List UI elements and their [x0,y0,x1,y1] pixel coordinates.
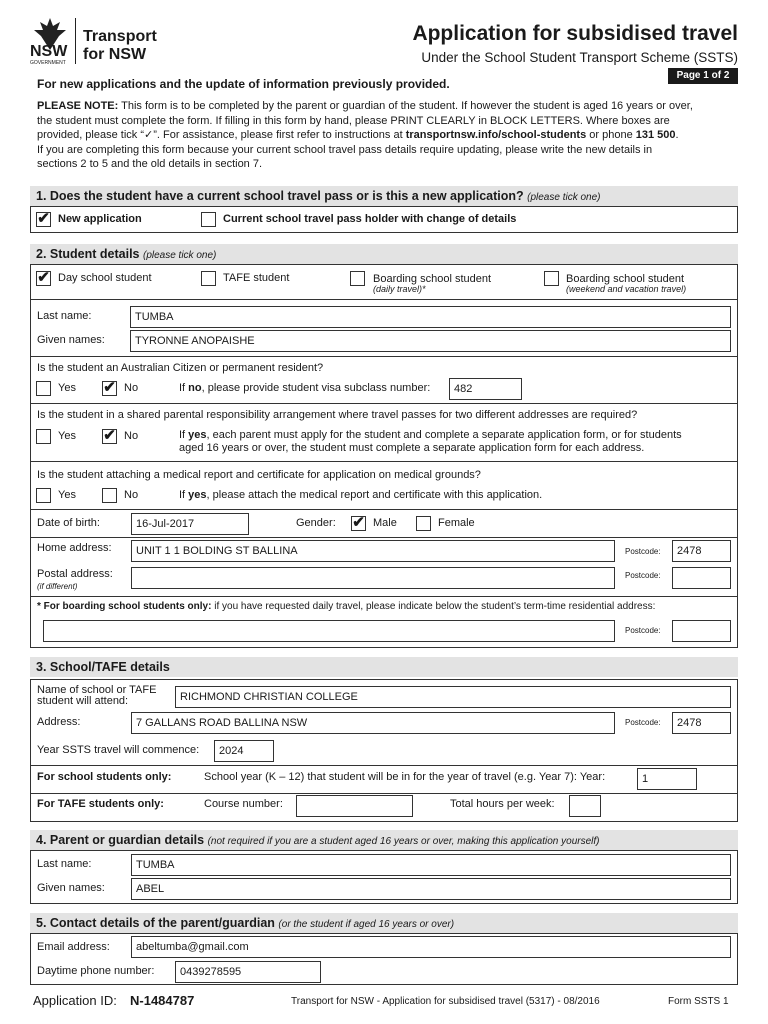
shared-no-checkbox[interactable]: ✔ [103,427,116,444]
citizen-yes-label: Yes [58,382,76,394]
postal-address-field[interactable] [131,567,615,589]
form-title: Transport for NSW - Application for subsidised travel (5317) - 08/2016 [291,996,600,1007]
home-postcode-label: Postcode: [625,547,661,556]
school-year-prompt: School year (K – 12) that student will be in for the year of travel (e.g. Year 7): Year: [204,771,606,783]
tafe-label: TAFE student [223,272,290,284]
school-name-label: Name of school or TAFE student will attend: [37,684,157,707]
boarding-postcode-field[interactable] [672,620,731,642]
boarding-weekend-checkbox[interactable] [544,271,559,286]
school-postcode-field[interactable]: 2478 [672,712,731,734]
visa-prompt: If no, please provide student visa subclass number: [179,382,431,394]
boarding-postcode-label: Postcode: [625,626,661,635]
nsw-logo [30,16,165,64]
postal-address-sub: (if different) [37,582,78,591]
course-number-field[interactable] [296,795,413,817]
phone-label: Daytime phone number: [37,965,155,977]
shared-yes-label: Yes [58,430,76,442]
shared-parental-question: Is the student in a shared parental responsibility arrangement where travel passes for two different addresses are required? [37,409,638,421]
student-given-names-label: Given names: [37,334,105,346]
medical-yes-checkbox[interactable] [36,488,51,503]
tafe-only-label: For TAFE students only: [37,798,164,810]
parent-given-names-label: Given names: [37,882,105,894]
medical-no-label: No [124,489,139,501]
tafe-checkbox[interactable] [201,271,216,286]
boarding-address-field[interactable] [43,620,615,642]
school-year-field[interactable]: 1 [637,768,697,790]
page-badge: Page 1 of 2 [668,68,738,84]
boarding-note: * For boarding school students only: if you have requested daily travel, please indicate below the student’s term-time residential address: [37,601,656,612]
section-4-heading: 4. Parent or guardian details (not required if you are a student aged 16 years or over, making this application yourself) [30,830,738,850]
section-3-heading: 3. School/TAFE details [30,657,738,677]
dob-field[interactable]: 16-Jul-2017 [131,513,249,535]
day-school-checkbox[interactable]: ✔ [37,269,50,286]
boarding-weekend-sub: (weekend and vacation travel) [566,284,687,294]
citizen-question: Is the student an Australian Citizen or permanent resident? [37,362,324,374]
hours-field[interactable] [569,795,601,817]
student-last-name-label: Last name: [37,310,92,322]
medical-no-checkbox[interactable] [102,488,117,503]
application-id-label: Application ID: [33,993,117,1008]
school-address-field[interactable]: 7 GALLANS ROAD BALLINA NSW [131,712,615,734]
postal-address-label: Postal address: [37,568,113,580]
application-id: N-1484787 [130,993,195,1008]
citizen-no-label: No [124,382,139,394]
medical-note: If yes, please attach the medical report and certificate with this application. [179,489,543,501]
phone-field[interactable]: 0439278595 [175,961,321,983]
boarding-weekend-label: Boarding school student [566,273,685,285]
logo-gov: GOVERNMENT [30,60,66,66]
shared-no-label: No [124,430,139,442]
boarding-daily-label: Boarding school student [373,273,492,285]
boarding-daily-checkbox[interactable] [350,271,365,286]
student-given-names-field[interactable]: TYRONNE ANOPAISHE [130,330,731,352]
day-school-label: Day school student [58,272,152,284]
school-only-label: For school students only: [37,771,172,783]
school-postcode-label: Postcode: [625,718,661,727]
page-title: Application for subsidised travel [412,22,738,45]
hours-label: Total hours per week: [450,798,555,810]
current-pass-label: Current school travel pass holder with change of details [223,213,517,225]
course-number-label: Course number: [204,798,283,810]
boarding-daily-sub: (daily travel)* [373,284,426,294]
citizen-yes-checkbox[interactable] [36,381,51,396]
dob-label: Date of birth: [37,517,100,529]
commence-year-label: Year SSTS travel will commence: [37,744,200,756]
medical-question: Is the student attaching a medical report and certificate for application on medical grounds? [37,469,481,481]
home-postcode-field[interactable]: 2478 [672,540,731,562]
citizen-no-checkbox[interactable]: ✔ [103,379,116,396]
logo-line1: Transport [83,28,157,45]
section-1-heading: 1. Does the student have a current school travel pass or is this a new application? (please tick one) [30,186,738,206]
school-name-field[interactable]: RICHMOND CHRISTIAN COLLEGE [175,686,731,708]
parent-given-names-field[interactable]: ABEL [131,878,731,900]
email-field[interactable]: abeltumba@gmail.com [131,936,731,958]
shared-yes-checkbox[interactable] [36,429,51,444]
home-address-field[interactable]: UNIT 1 1 BOLDING ST BALLINA [131,540,615,562]
visa-number-field[interactable]: 482 [449,378,522,400]
school-address-label: Address: [37,716,81,728]
postal-postcode-label: Postcode: [625,571,661,580]
parent-last-name-field[interactable]: TUMBA [131,854,731,876]
intro-heading: For new applications and the update of information previously provided. [37,77,450,91]
form-code: Form SSTS 1 [668,996,729,1007]
medical-yes-label: Yes [58,489,76,501]
intro-notes: PLEASE NOTE: This form is to be completed by the parent or guardian of the student. If however the student is aged 16 years or over, the student must complete the form. If filling in this form by hand, please PRINT CLEARLY in BLOCK LETTERS. Where boxes are provided, please tick “✓”. For assistance, please first refer to instructions at transportnsw.info/school-students or phone 131 500. If you are completing this form because your current school travel pass details require updating, please write the new details in sections 2 to 5 and the old details in section 7. [37,100,693,170]
section-5-heading: 5. Contact details of the parent/guardian (or the student if aged 16 years or over) [30,913,738,933]
logo-state: NSW [30,43,68,60]
student-last-name-field[interactable]: TUMBA [130,306,731,328]
postal-postcode-field[interactable] [672,567,731,589]
commence-year-field[interactable]: 2024 [214,740,274,762]
new-application-label: New application [58,213,142,225]
current-pass-checkbox[interactable] [201,212,216,227]
male-label: Male [373,517,397,529]
section-2-heading: 2. Student details (please tick one) [30,244,738,264]
new-application-checkbox[interactable]: ✔ [37,210,50,227]
email-label: Email address: [37,941,110,953]
logo-line2: for NSW [83,46,147,63]
page-subtitle: Under the School Student Transport Scheme (SSTS) [421,50,738,65]
gender-label: Gender: [296,517,336,529]
parent-last-name-label: Last name: [37,858,92,870]
male-checkbox[interactable]: ✔ [352,514,365,531]
shared-note: If yes, each parent must apply for the student and complete a separate application form, or for students aged 16 years or over, the student must complete a separate application form for each address. [179,429,682,454]
female-checkbox[interactable] [416,516,431,531]
female-label: Female [438,517,475,529]
home-address-label: Home address: [37,542,112,554]
